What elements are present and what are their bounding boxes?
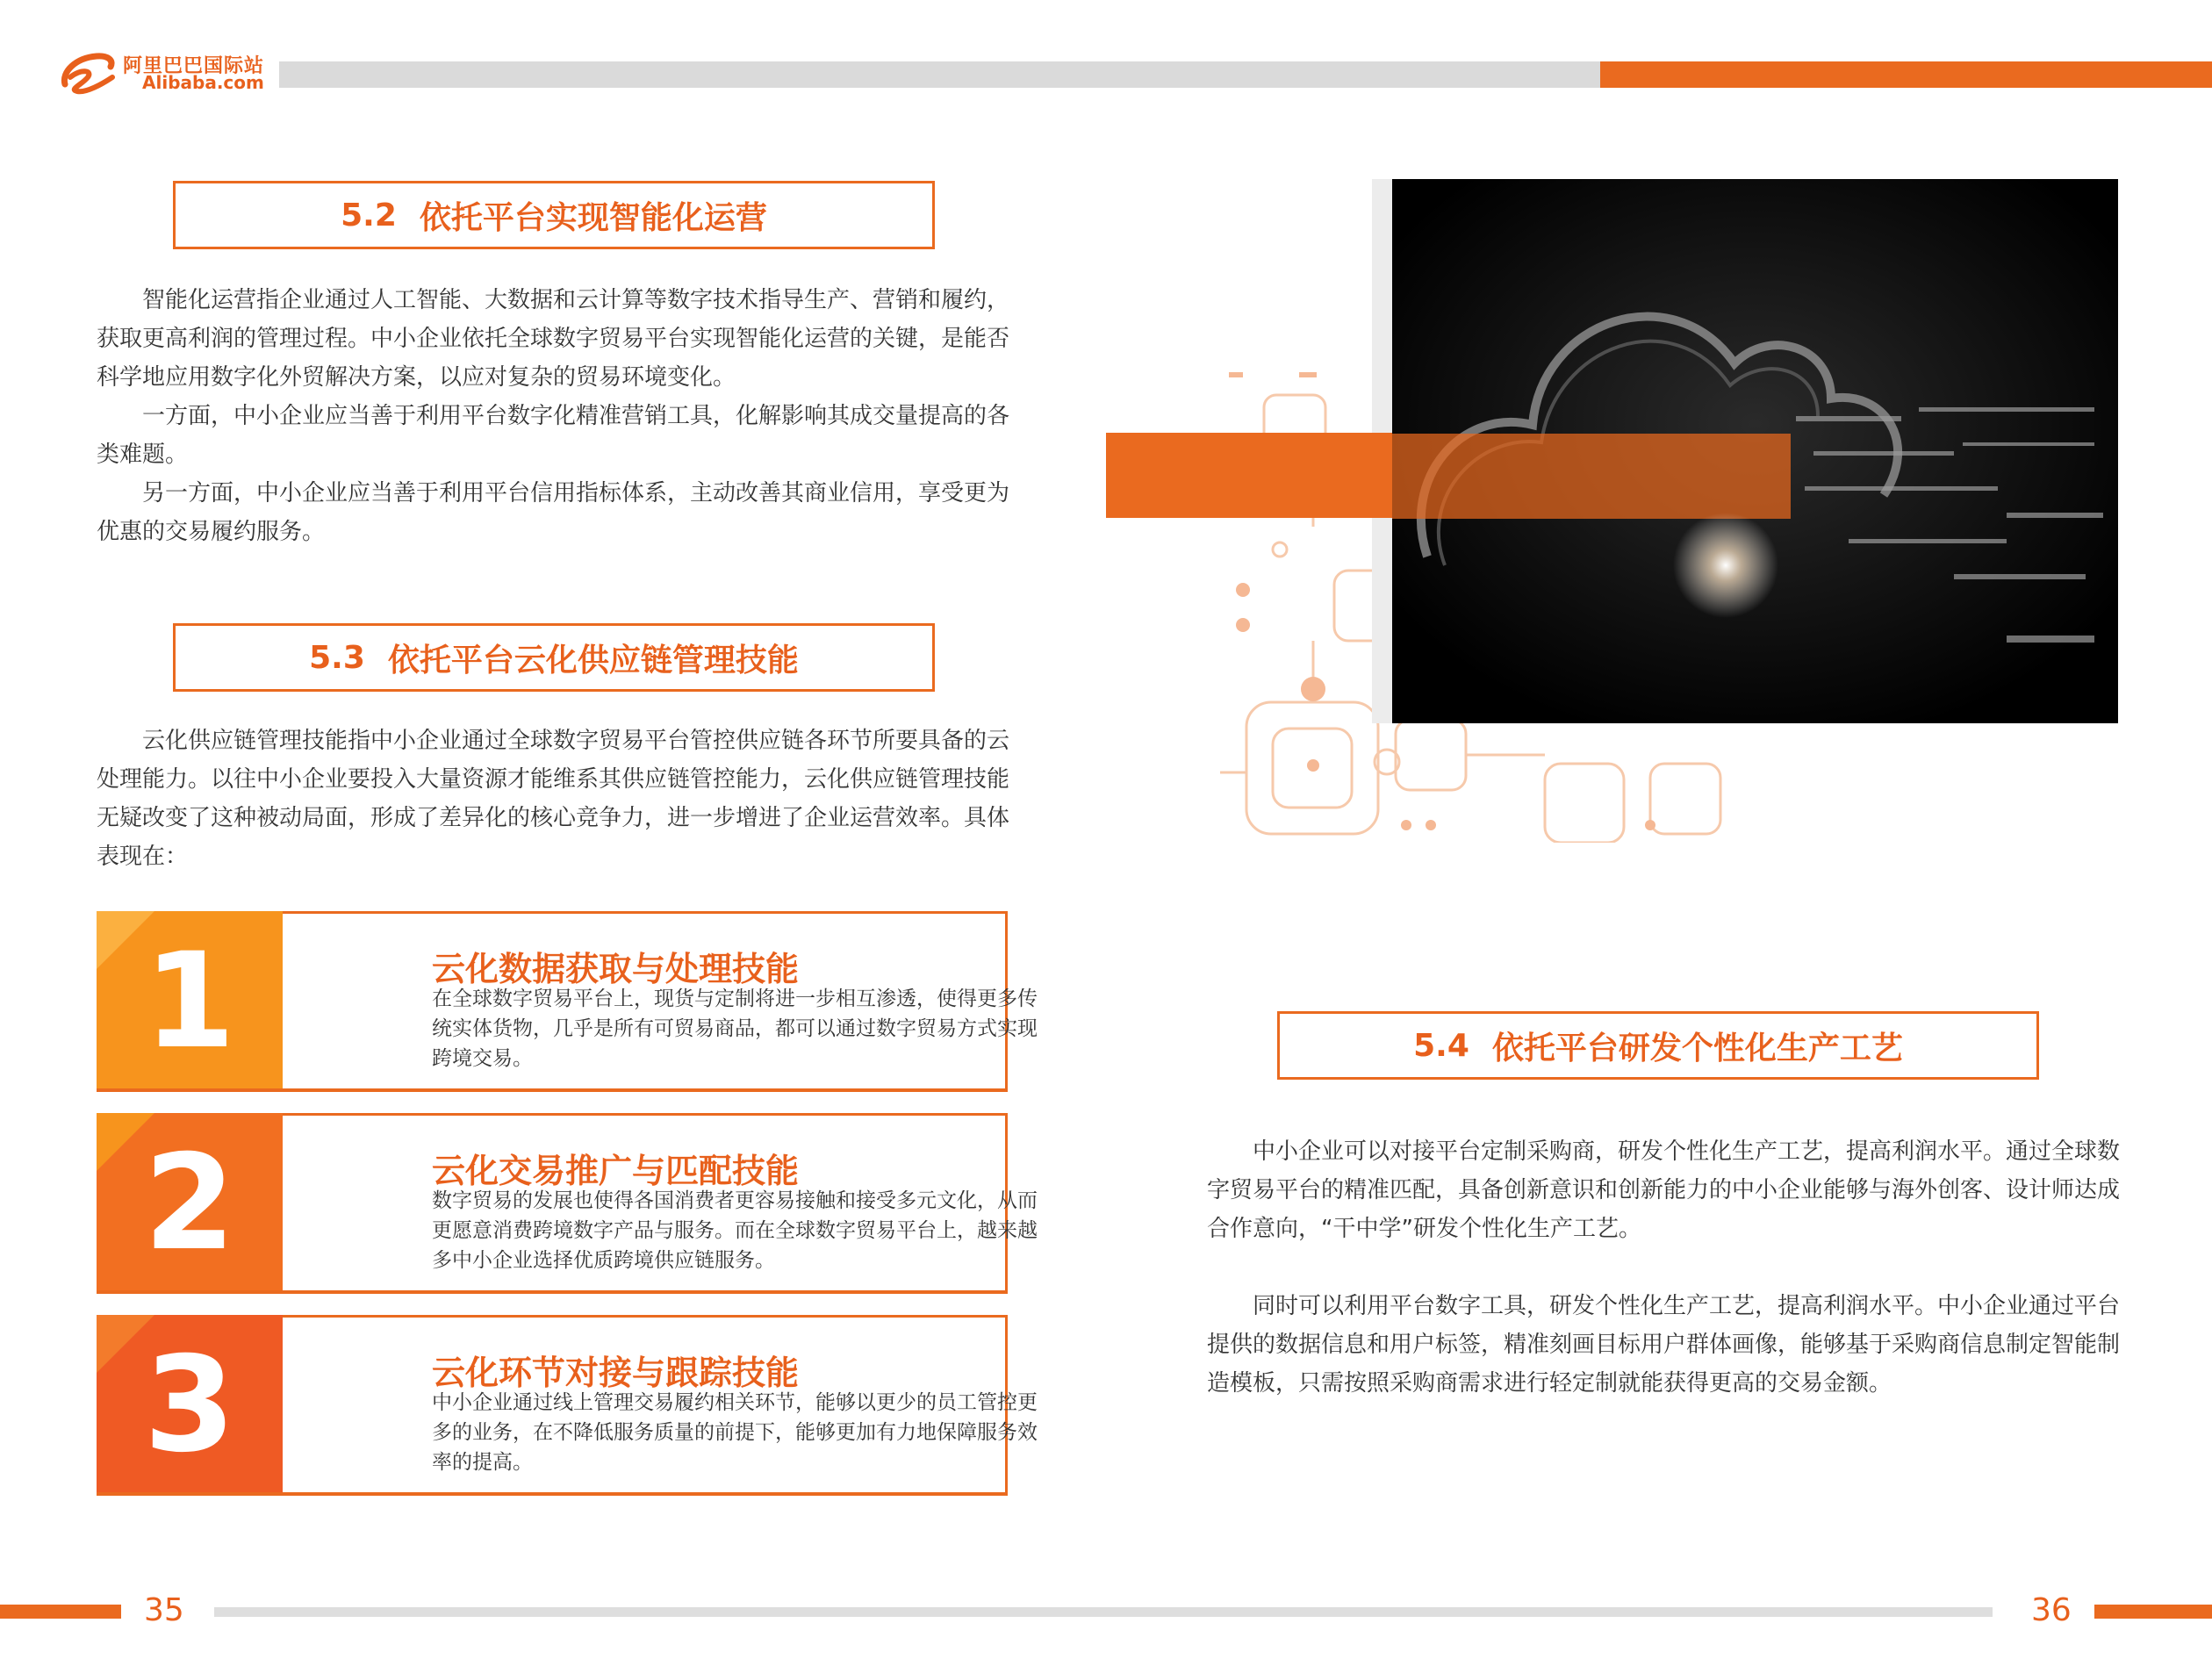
section-heading-5-3 xyxy=(173,623,935,692)
paragraph: 云化供应链管理技能指中小企业通过全球数字贸易平台管控供应链各环节所要具备的云处理能力。以往中小企业要投入大量资源才能维系其供应链管控能力，云化供应链管理技能无疑改变了这种被动局面，形成了差异化的核心竞争力，进一步增进了企业运营效率。具体表现在： xyxy=(97,728,1010,870)
logo-text-en: Alibaba.com xyxy=(142,72,264,93)
paragraph: 另一方面，中小企业应当善于利用平台信用指标体系，主动改善其商业信用，享受更为优惠的交易履约服务。 xyxy=(97,480,1010,545)
section-5-2-body xyxy=(97,281,1016,551)
paragraph: 智能化运营指企业通过人工智能、大数据和云计算等数字技术指导生产、营销和履约，获取更高利润的管理过程。中小企业依托全球数字贸易平台实现智能化运营的关键，是能否科学地应用数字化外贸解决方案，以应对复杂的贸易环境变化。 xyxy=(97,287,1010,391)
section-heading-5-4 xyxy=(1277,1011,2039,1080)
skill-card-3 xyxy=(97,1315,1038,1496)
cloud-computing-image xyxy=(1392,179,2118,723)
page-number-left: 35 xyxy=(144,1592,184,1628)
paragraph: 一方面，中小企业应当善于利用平台数字化精准营销工具，化解影响其成交量提高的各类难题。 xyxy=(97,403,1010,468)
card-description: 在全球数字贸易平台上，现货与定制将进一步相互渗透，使得更多传统实体货物，几乎是所有可贸易商品，都可以通过数字贸易方式实现跨境交易。 xyxy=(432,988,1038,1070)
section-number: 5.4 xyxy=(1413,1027,1469,1064)
skill-card-2 xyxy=(97,1113,1038,1294)
card-title: 云化数据获取与处理技能 xyxy=(432,950,800,988)
footer-accent-left xyxy=(0,1605,121,1619)
card-number: 2 xyxy=(143,1127,236,1280)
paragraph: 中小企业可以对接平台定制采购商，研发个性化生产工艺，提高利润水平。通过全球数字贸易平台的精准匹配，具备创新意识和创新能力的中小企业能够与海外创客、设计师达成合作意向，“干中学”研发个性化生产工艺。 xyxy=(1207,1138,2121,1242)
card-number-block xyxy=(97,911,283,1092)
paragraph: 同时可以利用平台数字工具，研发个性化生产工艺，提高利润水平。中小企业通过平台提供的数据信息和用户标签，精准刻画目标用户群体画像，能够基于采购商信息制定智能制造模板，只需按照采购商需求进行轻定制就能获得更高的交易金额。 xyxy=(1207,1293,2121,1397)
skill-card-1 xyxy=(97,911,1038,1092)
section-title: 依托平台实现智能化运营 xyxy=(419,199,767,236)
card-description: 中小企业通过线上管理交易履约相关环节，能够以更少的员工管控更多的业务，在不降低服务质量的前提下，能够更加有力地保障服务效率的提高。 xyxy=(432,1391,1038,1474)
section-number: 5.2 xyxy=(341,197,397,233)
section-number: 5.3 xyxy=(309,639,365,676)
section-title: 依托平台云化供应链管理技能 xyxy=(387,642,799,679)
section-title: 依托平台研发个性化生产工艺 xyxy=(1491,1030,1903,1066)
footer-bar xyxy=(214,1607,1993,1617)
card-description: 数字贸易的发展也使得各国消费者更容易接触和接受多元文化，从而更愿意消费跨境数字产品与服务。而在全球数字贸易平台上，越来越多中小企业选择优质跨境供应链服务。 xyxy=(432,1189,1038,1272)
card-number: 1 xyxy=(143,925,236,1078)
logo-text-cn: 阿里巴巴国际站 xyxy=(123,55,265,77)
header-bar xyxy=(279,61,1600,88)
card-title: 云化交易推广与匹配技能 xyxy=(432,1152,800,1190)
section-5-4-body xyxy=(1207,1132,2122,1403)
card-number-block xyxy=(97,1315,283,1496)
footer-accent-right xyxy=(2094,1605,2212,1619)
section-5-3-body xyxy=(97,722,1016,876)
header-bar-accent xyxy=(1600,61,2212,88)
card-title: 云化环节对接与跟踪技能 xyxy=(432,1354,800,1392)
page-number-right: 36 xyxy=(2031,1592,2072,1628)
card-number-block xyxy=(97,1113,283,1294)
card-number: 3 xyxy=(143,1329,236,1482)
section-heading-5-2 xyxy=(173,181,935,249)
